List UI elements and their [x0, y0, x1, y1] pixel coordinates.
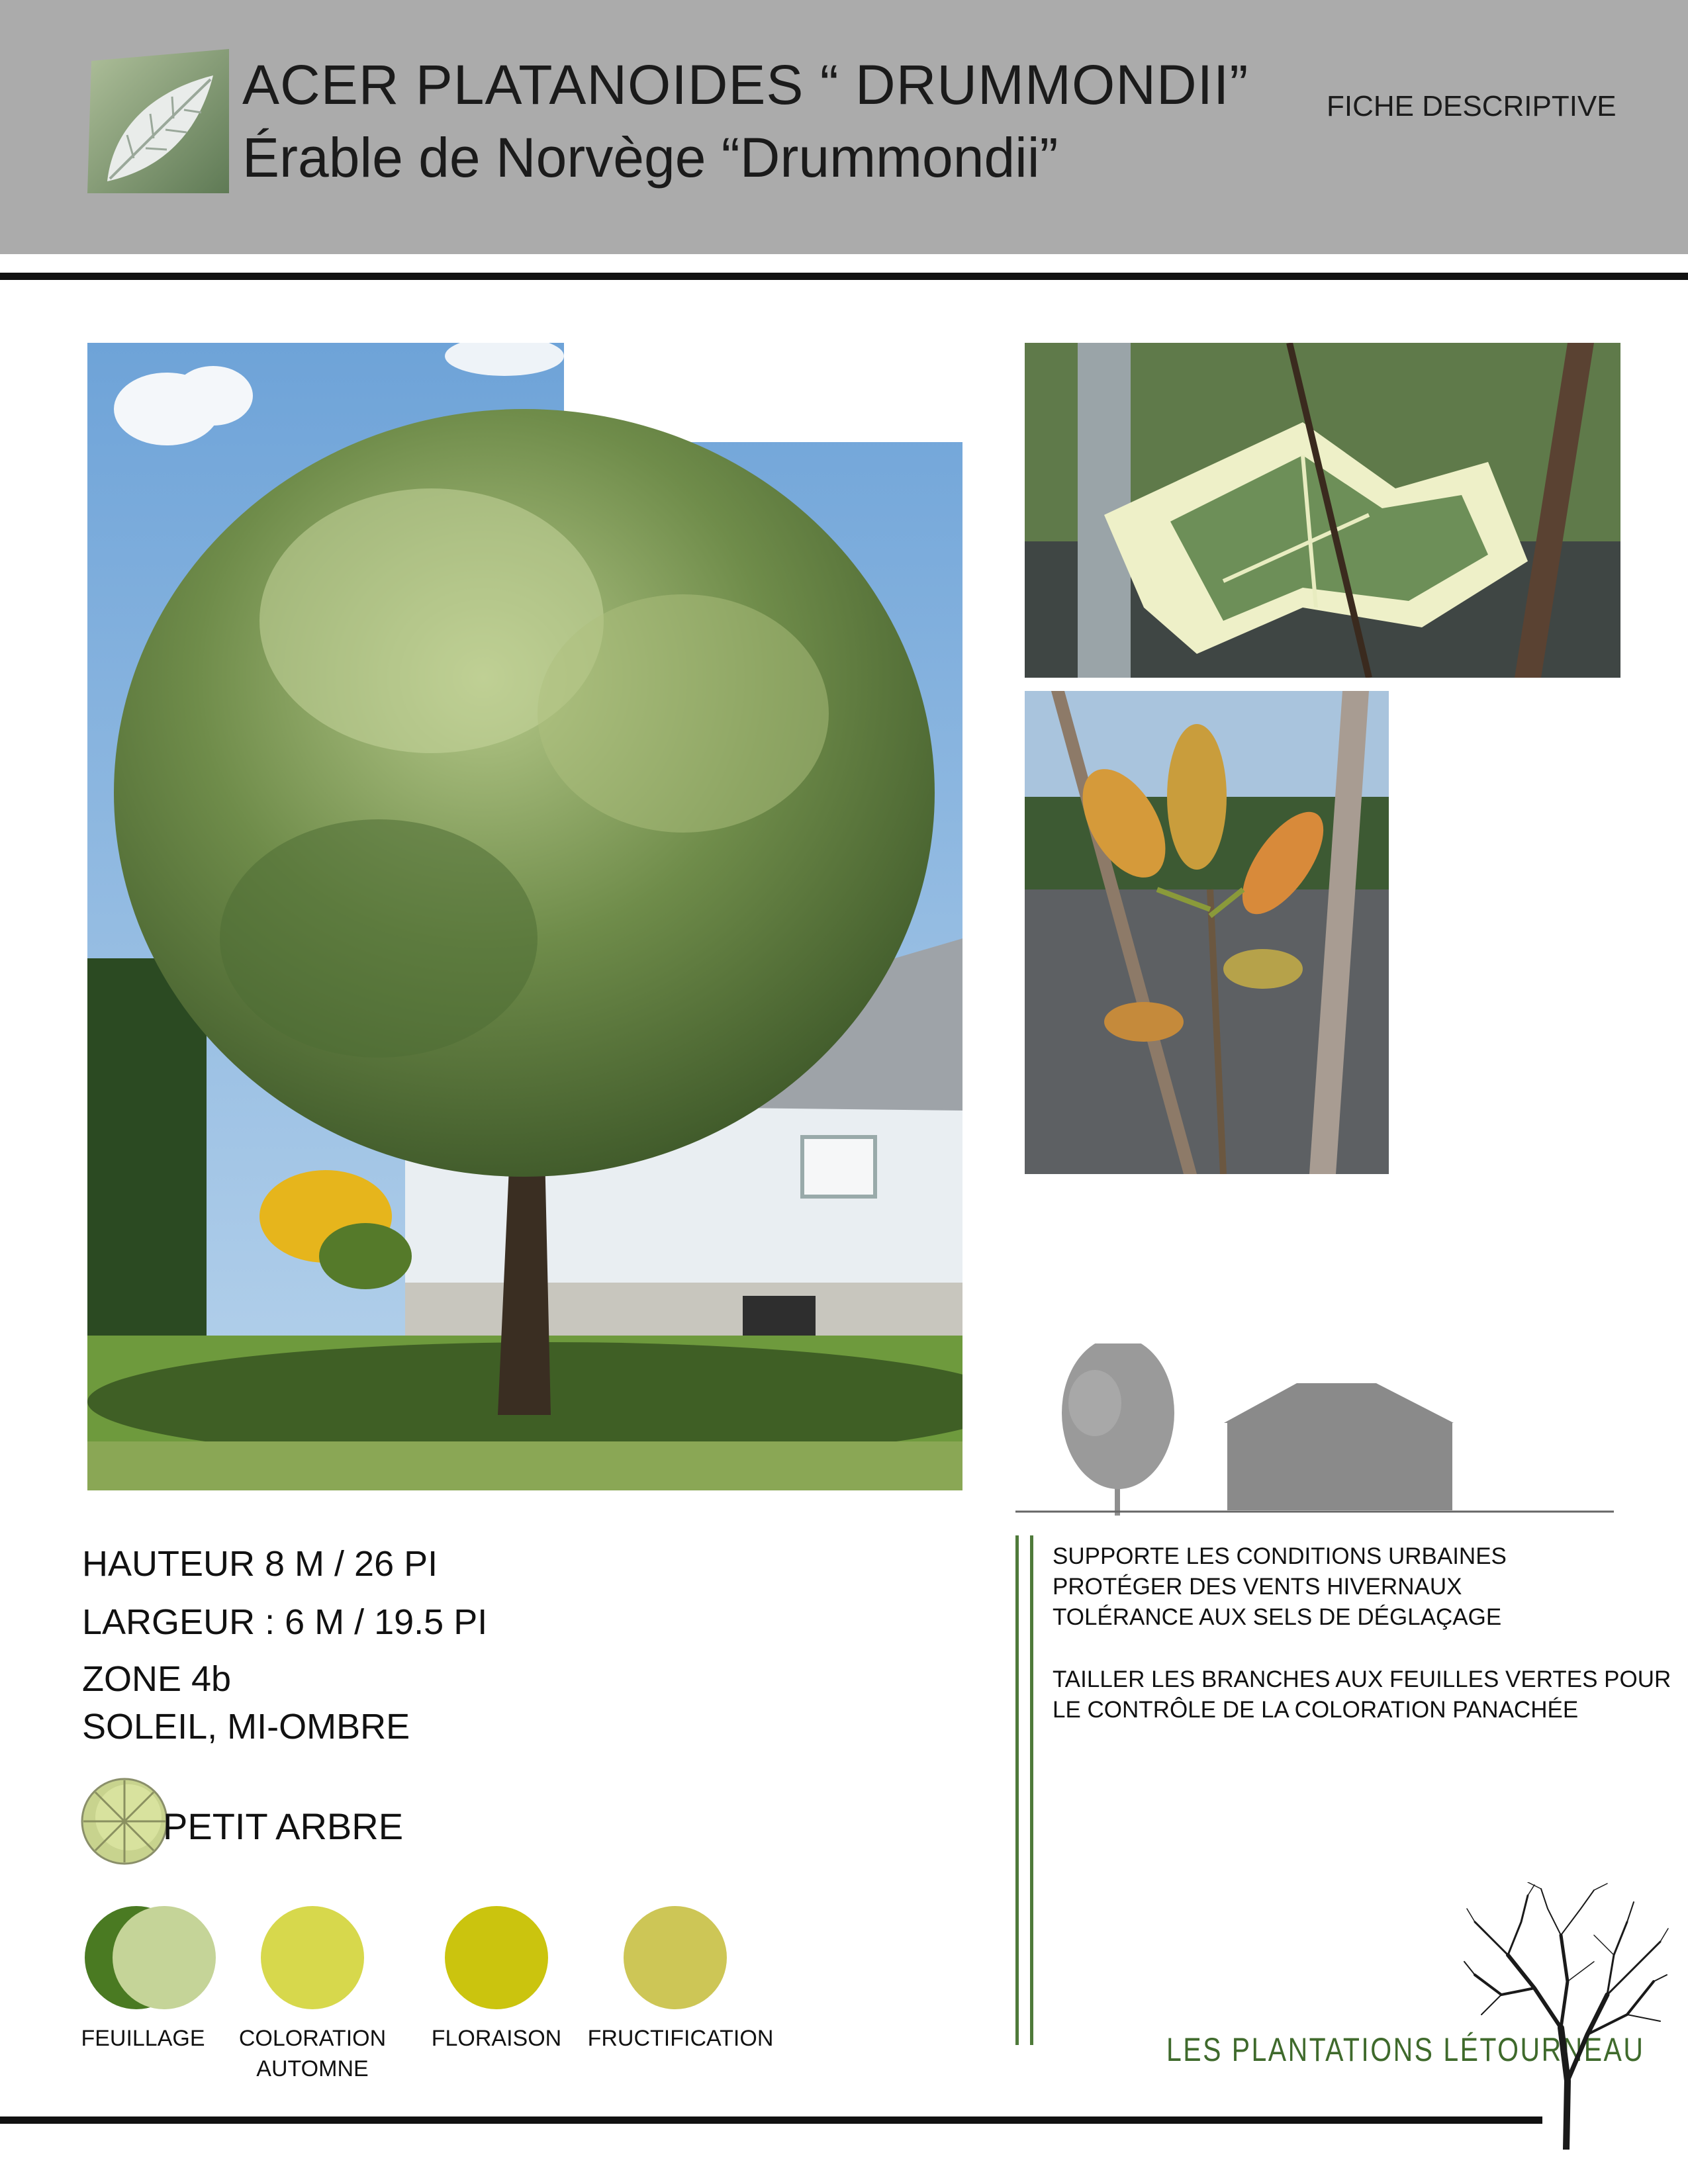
fruiting-swatch	[624, 1906, 727, 2009]
leaf-logo-icon	[87, 49, 233, 193]
tree-photo	[87, 343, 962, 1490]
autumn-label	[225, 2024, 400, 2085]
note-urban-conditions: SUPPORTE LES CONDITIONS URBAINES	[1053, 1543, 1507, 1569]
note-salt-tolerance: TOLÉRANCE AUX SELS DE DÉGLAÇAGE	[1053, 1604, 1502, 1630]
house-silhouette-icon	[1224, 1383, 1454, 1510]
spec-exposure: SOLEIL, MI-OMBRE	[82, 1707, 410, 1747]
buds-photo	[1025, 691, 1389, 1174]
title-common-name: Érable de Norvège “Drummondii”	[242, 126, 1058, 189]
flowering-swatch	[445, 1906, 548, 2009]
foliage-light-swatch	[113, 1906, 216, 2009]
note-pruning-line2: LE CONTRÔLE DE LA COLORATION PANACHÉE	[1053, 1697, 1579, 1723]
top-divider	[0, 273, 1688, 280]
tree-silhouette-icon	[1062, 1343, 1174, 1516]
autumn-label-line1: COLORATION	[238, 2026, 387, 2051]
spec-height: HAUTEUR 8 M / 26 PI	[82, 1544, 438, 1584]
scale-silhouette	[1015, 1343, 1614, 1517]
document-type-label: FICHE DESCRIPTIVE	[1327, 90, 1617, 122]
spec-width: LARGEUR : 6 M / 19.5 PI	[82, 1602, 488, 1642]
note-winter-winds: PROTÉGER DES VENTS HIVERNAUX	[1053, 1574, 1462, 1600]
divider-line	[1015, 1535, 1019, 2045]
title-latin-name: ACER PLATANOIDES “ DRUMMONDII”	[242, 54, 1249, 116]
spec-hardiness-zone: ZONE 4b	[82, 1659, 232, 1699]
bare-tree-icon	[1462, 1882, 1671, 2150]
autumn-color-swatch	[261, 1906, 364, 2009]
leaves-photo	[1025, 343, 1620, 678]
fruiting-label: FRUCTIFICATION	[587, 2026, 774, 2051]
autumn-label-line2: AUTOMNE	[256, 2056, 369, 2081]
note-pruning-line1: TAILLER LES BRANCHES AUX FEUILLES VERTES POUR	[1053, 1666, 1671, 1692]
foliage-label: FEUILLAGE	[81, 2026, 205, 2051]
small-tree-plan-icon	[79, 1776, 169, 1866]
divider-line	[1030, 1535, 1033, 2045]
bottom-divider	[0, 2116, 1542, 2124]
brand-name: LES PLANTATIONS LÉTOURNEAU	[1166, 2031, 1645, 2068]
flowering-label: FLORAISON	[431, 2026, 562, 2051]
size-class-label: PETIT ARBRE	[163, 1805, 404, 1847]
